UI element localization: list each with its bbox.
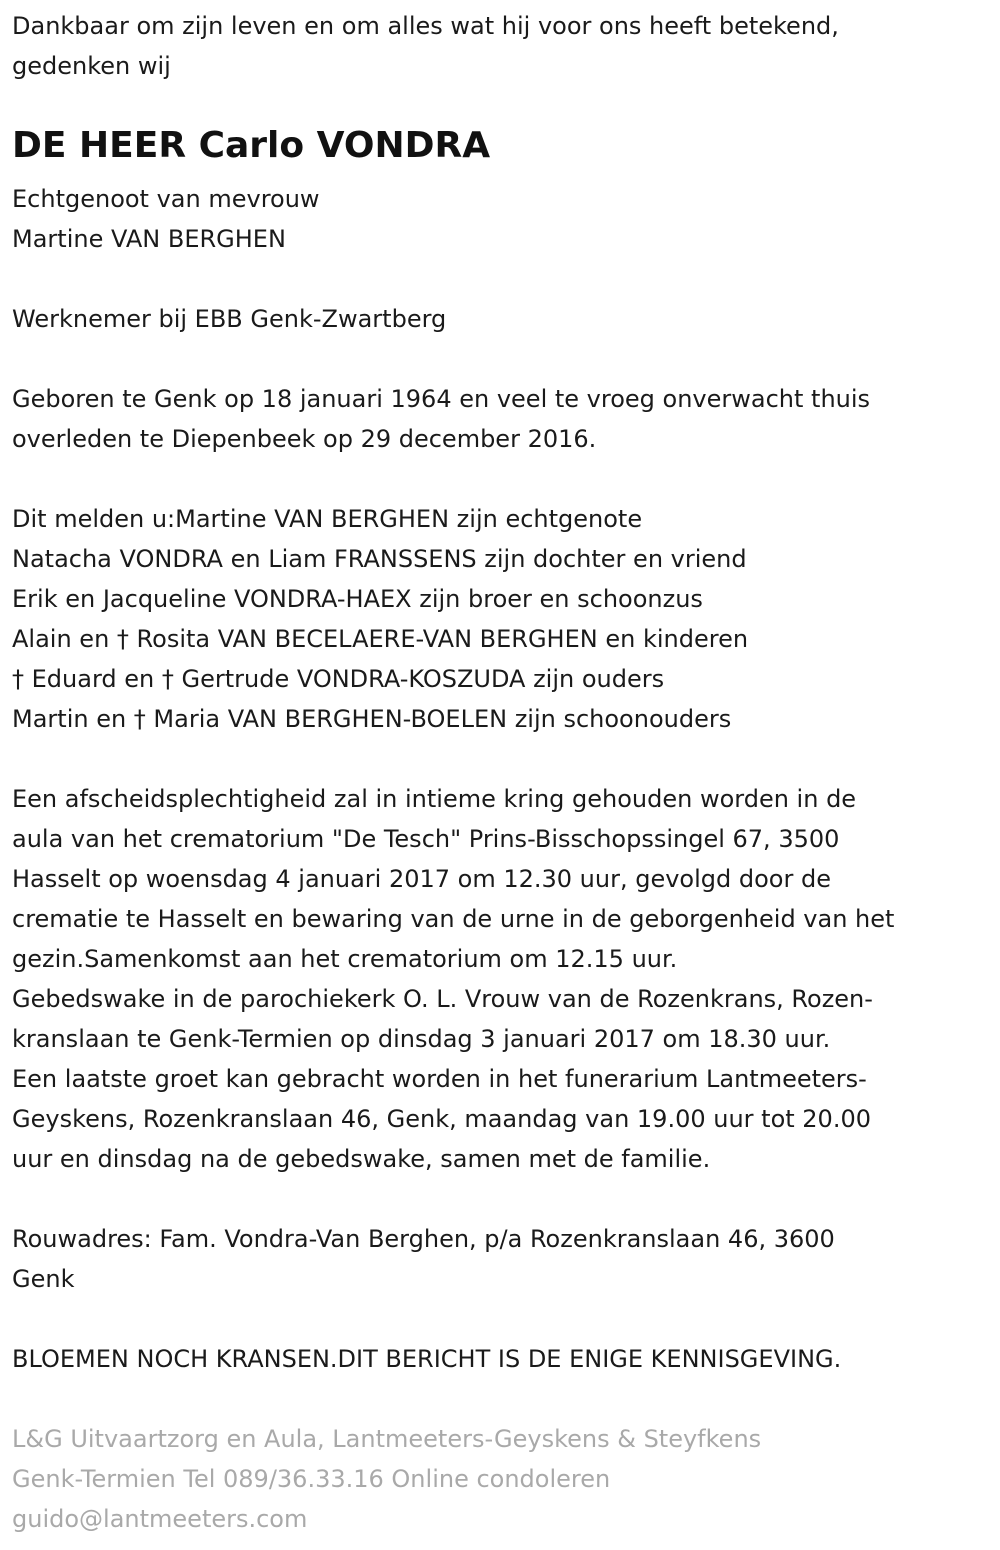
ceremony-line: aula van het crematorium "De Tesch" Prins-Bisschopssingel 67, 3500 [12, 825, 840, 853]
footer-line: Genk-Termien Tel 089/36.33.16 Online condoleren [12, 1465, 611, 1493]
family-line: † Eduard en † Gertrude VONDRA-KOSZUDA zijn ouders [12, 665, 665, 693]
spacer [12, 1379, 992, 1419]
footer-email[interactable]: guido@lantmeeters.com [12, 1505, 308, 1533]
spouse-line: Martine VAN BERGHEN [12, 225, 286, 253]
address-line: Genk [12, 1265, 75, 1293]
notice-line: BLOEMEN NOCH KRANSEN.DIT BERICHT IS DE ENIGE KENNISGEVING. [12, 1345, 842, 1373]
spacer [12, 459, 992, 499]
ceremony-line: Een laatste groet kan gebracht worden in het funerarium Lantmeeters- [12, 1065, 867, 1093]
ceremony-line: crematie te Hasselt en bewaring van de urne in de geborgenheid van het [12, 905, 895, 933]
family-line: Martin en † Maria VAN BERGHEN-BOELEN zijn schoonouders [12, 705, 732, 733]
birth-death-line: Geboren te Genk op 18 januari 1964 en veel te vroeg onverwacht thuis [12, 385, 871, 413]
family-section [12, 499, 992, 739]
deceased-name: DE HEER Carlo VONDRA [12, 125, 491, 166]
intro-line: Dankbaar om zijn leven en om alles wat hij voor ons heeft betekend, [12, 12, 839, 40]
spacer [12, 739, 992, 779]
ceremony-line: Gebedswake in de parochiekerk O. L. Vrouw van de Rozenkrans, Rozen- [12, 985, 873, 1013]
ceremony-line: Hasselt op woensdag 4 januari 2017 om 12.30 uur, gevolgd door de [12, 865, 831, 893]
spacer [12, 259, 992, 299]
obituary-notice [12, 6, 992, 1539]
ceremony-line: Een afscheidsplechtigheid zal in intieme kring gehouden worden in de [12, 785, 857, 813]
birth-death-section [12, 379, 992, 459]
spacer [12, 1299, 992, 1339]
address-section [12, 1219, 992, 1299]
ceremony-line: kranslaan te Genk-Termien op dinsdag 3 januari 2017 om 18.30 uur. [12, 1025, 831, 1053]
ceremony-line: gezin.Samenkomst aan het crematorium om 12.15 uur. [12, 945, 678, 973]
spacer [12, 1179, 992, 1219]
funeral-home-footer [12, 1419, 992, 1539]
spouse-section [12, 179, 992, 259]
spacer [12, 339, 992, 379]
intro-section [12, 6, 992, 86]
family-line: Natacha VONDRA en Liam FRANSSENS zijn dochter en vriend [12, 545, 747, 573]
family-line: Alain en † Rosita VAN BECELAERE-VAN BERGHEN en kinderen [12, 625, 749, 653]
ceremony-line: Geyskens, Rozenkranslaan 46, Genk, maandag van 19.00 uur tot 20.00 [12, 1105, 871, 1133]
birth-death-line: overleden te Diepenbeek op 29 december 2016. [12, 425, 597, 453]
family-line: Dit melden u:Martine VAN BERGHEN zijn echtgenote [12, 505, 643, 533]
footer-line: L&G Uitvaartzorg en Aula, Lantmeeters-Geyskens & Steyfkens [12, 1425, 762, 1453]
intro-line: gedenken wij [12, 52, 171, 80]
spouse-line: Echtgenoot van mevrouw [12, 185, 320, 213]
family-line: Erik en Jacqueline VONDRA-HAEX zijn broer en schoonzus [12, 585, 703, 613]
ceremony-line: uur en dinsdag na de gebedswake, samen met de familie. [12, 1145, 711, 1173]
address-line: Rouwadres: Fam. Vondra-Van Berghen, p/a Rozenkranslaan 46, 3600 [12, 1225, 835, 1253]
occupation-line: Werknemer bij EBB Genk-Zwartberg [12, 305, 447, 333]
ceremony-section [12, 779, 992, 1179]
